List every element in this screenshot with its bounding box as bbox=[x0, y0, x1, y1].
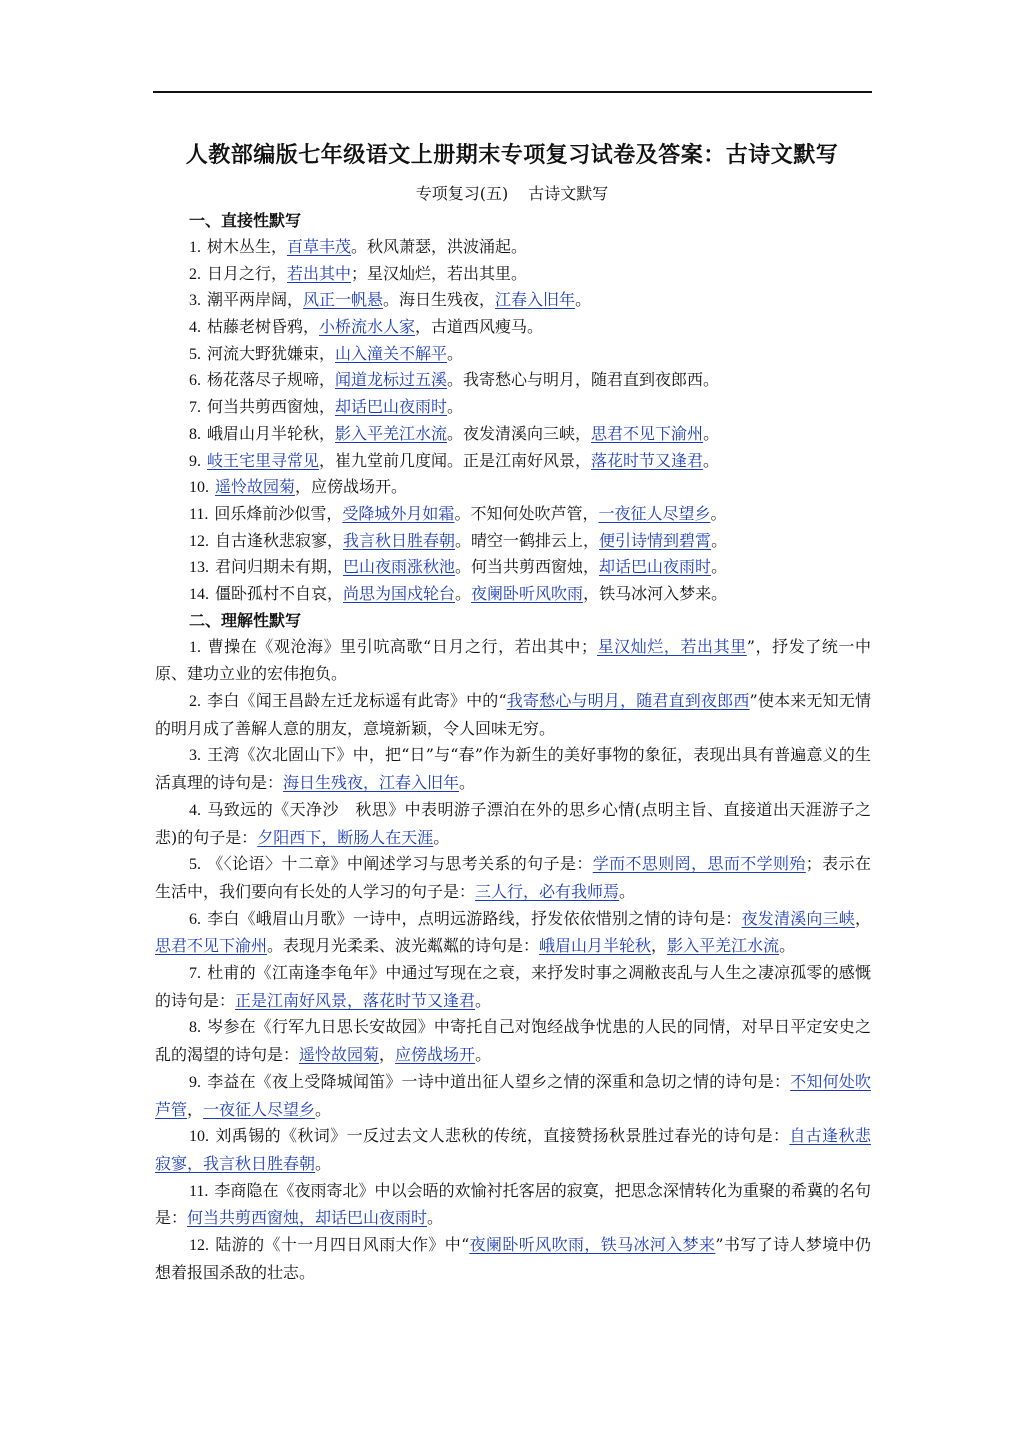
answer-text: 应傍战场开 bbox=[395, 1045, 476, 1065]
question-text: 日月之行， bbox=[207, 263, 288, 283]
question-number: 12. bbox=[189, 1237, 209, 1255]
question-item bbox=[155, 742, 871, 796]
question-text: ， bbox=[854, 908, 871, 928]
question-text: 王湾《次北固山下》中，把“日”与“春”作为新生的美好事物的象征，表现出具有普遍意义的生活真理的诗句是： bbox=[155, 745, 871, 793]
question-text: ，古道西风瘦马。 bbox=[415, 317, 544, 337]
answer-text: 自古逢秋悲寂寥，我言秋日胜春朝 bbox=[155, 1126, 871, 1173]
question-text: ，崔九堂前几度闻。正是江南好风景， bbox=[319, 450, 592, 470]
answer-text: 夜阑卧听风吹雨 bbox=[471, 583, 584, 603]
answer-text: 闻道龙标过五溪 bbox=[335, 370, 448, 390]
question-text: 。 bbox=[575, 290, 592, 310]
answer-text: 风正一帆悬 bbox=[303, 290, 384, 310]
question-number: 10. bbox=[189, 1128, 209, 1146]
question-text: 。 bbox=[711, 530, 728, 550]
question-text: 陆游的《十一月四日风雨大作》中“ bbox=[215, 1235, 470, 1255]
question-item bbox=[155, 474, 871, 501]
question-text: 。 bbox=[703, 450, 720, 470]
question-item bbox=[155, 851, 871, 905]
subtitle-left: 专项复习(五) bbox=[415, 184, 509, 203]
question-number: 11. bbox=[189, 505, 209, 523]
question-text: 李白《闻王昌龄左迁龙标遥有此寄》中的“ bbox=[207, 691, 507, 711]
answer-text: 夜阑卧听风吹雨，铁马冰河入梦来 bbox=[469, 1235, 716, 1255]
question-item bbox=[155, 554, 871, 581]
question-text: 。 bbox=[315, 1099, 332, 1119]
question-item bbox=[155, 421, 871, 448]
question-item bbox=[155, 1178, 871, 1232]
page-subtitle bbox=[0, 181, 1024, 204]
answer-text: 却话巴山夜雨时 bbox=[599, 557, 712, 577]
answer-text: 影入平羌江水流 bbox=[667, 936, 780, 956]
answer-text: 夕阳西下，断肠人在天涯 bbox=[257, 827, 434, 847]
question-number: 6. bbox=[189, 372, 201, 390]
answer-text: 星汉灿烂，若出其里 bbox=[597, 636, 747, 656]
question-text: 杨花落尽子规啼， bbox=[207, 370, 336, 390]
question-number: 2. bbox=[189, 693, 201, 711]
question-text: 曹操在《观沧海》里引吭高歌“日月之行，若出其中； bbox=[207, 636, 598, 656]
question-text: 。我寄愁心与明月，随君直到夜郎西。 bbox=[447, 370, 720, 390]
answer-text: 若出其中 bbox=[287, 263, 352, 283]
question-text: 回乐烽前沙似雪， bbox=[214, 503, 343, 523]
question-text: 。 bbox=[475, 1045, 492, 1065]
question-item bbox=[155, 341, 871, 368]
question-text: ”使本来无知无情的明月成了善解人意的朋友，意境新颖，令人回味无穷。 bbox=[155, 691, 871, 738]
question-item bbox=[155, 581, 871, 608]
question-text: 杜甫的《江南逢李龟年》中通过写现在之衰，来抒发时事之凋敝丧乱与人生之凄凉孤零的感慨的诗句是： bbox=[155, 963, 871, 1010]
answer-text: 不知何处吹芦管 bbox=[155, 1071, 871, 1119]
question-number: 1. bbox=[189, 638, 201, 656]
answer-text: 岐王宅里寻常见 bbox=[207, 450, 320, 470]
answer-text: 学而不思则罔，思而不学则殆 bbox=[592, 854, 806, 874]
question-item bbox=[155, 1232, 871, 1286]
question-number: 7. bbox=[189, 965, 201, 983]
question-item bbox=[155, 234, 871, 261]
question-text: 李商隐在《夜雨寄北》中以会晤的欢愉衬托客居的寂寞，把思念深情转化为重聚的希冀的名句是： bbox=[155, 1180, 871, 1228]
answer-text: 我寄愁心与明月，随君直到夜郎西 bbox=[506, 691, 750, 711]
question-number: 5. bbox=[189, 345, 201, 363]
question-number: 4. bbox=[189, 319, 201, 337]
answer-text: 一夜征人尽望乡 bbox=[598, 503, 711, 523]
question-number: 5. bbox=[189, 856, 201, 874]
question-text: ”，抒发了统一中原、建功立业的宏伟抱负。 bbox=[155, 636, 871, 684]
answer-text: 夜发清溪向三峡 bbox=[741, 908, 855, 928]
question-item bbox=[155, 367, 871, 394]
question-text: 刘禹锡的《秋词》一反过去文人悲秋的传统，直接赞扬秋景胜过春光的诗句是： bbox=[215, 1126, 790, 1146]
question-text: 。 bbox=[433, 827, 450, 847]
question-text: 。夜发清溪向三峡， bbox=[447, 423, 592, 443]
question-item bbox=[155, 287, 871, 314]
answer-text: 遥怜故园菊 bbox=[299, 1045, 380, 1065]
answer-text: 山入潼关不解平 bbox=[335, 343, 448, 363]
question-number: 4. bbox=[189, 801, 201, 819]
question-item bbox=[155, 960, 871, 1014]
question-number: 1. bbox=[189, 239, 201, 256]
question-text: 。 bbox=[315, 1153, 332, 1173]
question-text: 。 bbox=[475, 990, 492, 1010]
question-text: 。海日生残夜， bbox=[383, 290, 496, 310]
question-text: ，应傍战场开。 bbox=[295, 477, 408, 497]
question-item bbox=[155, 528, 871, 555]
question-text: 树木丛生， bbox=[207, 237, 288, 256]
question-number: 14. bbox=[189, 585, 209, 603]
question-item bbox=[155, 448, 871, 475]
question-text: 自古逢秋悲寂寥， bbox=[215, 530, 344, 550]
question-text: 。 bbox=[619, 881, 636, 901]
question-text: 。 bbox=[703, 423, 720, 443]
answer-text: 思君不见下渝州 bbox=[591, 423, 704, 443]
question-text: 。秋风萧瑟，洪波涌起。 bbox=[351, 237, 528, 256]
question-text: 。何当共剪西窗烛， bbox=[455, 557, 600, 577]
question-item bbox=[155, 634, 871, 688]
question-number: 3. bbox=[189, 292, 201, 310]
question-text: 李益在《夜上受降城闻笛》一诗中道出征人望乡之情的深重和急切之情的诗句是： bbox=[207, 1071, 791, 1091]
answer-text: 尚思为国戍轮台 bbox=[343, 583, 456, 603]
answer-text: 小桥流水人家 bbox=[319, 317, 416, 337]
answer-text: 便引诗情到碧霄 bbox=[599, 530, 712, 550]
direct-recall-list bbox=[155, 234, 871, 608]
answer-text: 正是江南好风景，落花时节又逢君 bbox=[235, 990, 476, 1010]
question-number: 6. bbox=[189, 910, 201, 928]
question-item bbox=[155, 906, 871, 960]
question-number: 9. bbox=[189, 1073, 201, 1091]
question-item bbox=[155, 501, 871, 528]
question-text: 僵卧孤村不自哀， bbox=[215, 583, 344, 603]
question-text: 《〈论语〉十二章》中阐述学习与思考关系的句子是： bbox=[207, 854, 593, 874]
answer-text: 峨眉山月半轮秋 bbox=[539, 936, 652, 956]
question-text: 枯藤老树昏鸦， bbox=[207, 317, 320, 337]
question-item bbox=[155, 797, 871, 851]
answer-text: 一夜征人尽望乡 bbox=[203, 1099, 316, 1119]
answer-text: 遥怜故园菊 bbox=[215, 477, 296, 497]
question-item bbox=[155, 261, 871, 288]
question-text: 。 bbox=[427, 1208, 444, 1228]
question-text: 岑参在《行军九日思长安故园》中寄托自己对饱经战争忧患的人民的同情，对早日平定安史之乱的渴望的诗句是： bbox=[155, 1017, 871, 1065]
question-text: 河流大野犹嫌束， bbox=[207, 343, 336, 363]
question-text: ；星汉灿烂，若出其里。 bbox=[351, 263, 528, 283]
section-heading-direct: 一、直接性默写 bbox=[189, 211, 302, 230]
question-number: 8. bbox=[189, 425, 201, 443]
question-number: 12. bbox=[189, 532, 209, 550]
question-text: 。 bbox=[447, 397, 464, 417]
answer-text: 我言秋日胜春朝 bbox=[343, 530, 456, 550]
answer-text: 受降城外月如霜 bbox=[342, 503, 455, 523]
section-heading-comprehension: 二、理解性默写 bbox=[189, 610, 302, 630]
question-text: ， bbox=[651, 936, 668, 956]
question-text: 。不知何处吹芦管， bbox=[454, 503, 599, 523]
question-text: 马致远的《天净沙 秋思》中表明游子漂泊在外的思乡心情(点明主旨、直接道出天涯游子之悲)的句子是： bbox=[155, 799, 871, 847]
question-text: 潮平两岸阔， bbox=[207, 290, 304, 310]
question-number: 7. bbox=[189, 399, 201, 417]
question-text: 。表现月光柔柔、波光粼粼的诗句是： bbox=[267, 936, 540, 956]
answer-text: 巴山夜雨涨秋池 bbox=[343, 557, 456, 577]
answer-text: 却话巴山夜雨时 bbox=[335, 397, 448, 417]
question-text: 。晴空一鹤排云上， bbox=[455, 530, 600, 550]
comprehension-recall-list bbox=[155, 634, 871, 1287]
subtitle-right: 古诗文默写 bbox=[528, 184, 609, 203]
question-number: 9. bbox=[189, 452, 201, 470]
answer-text: 三人行，必有我师焉 bbox=[475, 881, 620, 901]
question-item bbox=[155, 1123, 871, 1177]
page-title: 人教部编版七年级语文上册期末专项复习试卷及答案：古诗文默写 bbox=[185, 142, 839, 168]
question-number: 2. bbox=[189, 265, 201, 283]
question-text: ；表示在生活中，我们要向有长处的人学习的句子是： bbox=[155, 854, 871, 901]
question-number: 13. bbox=[189, 559, 209, 577]
question-text: 君问归期未有期， bbox=[215, 557, 344, 577]
question-text: 。 bbox=[779, 936, 796, 956]
question-text: 。 bbox=[711, 557, 728, 577]
question-number: 11. bbox=[189, 1182, 209, 1200]
question-number: 8. bbox=[189, 1019, 201, 1037]
question-text: ，铁马冰河入梦来。 bbox=[583, 583, 728, 603]
question-text: ”书写了诗人梦境中仍想着报国杀敌的壮志。 bbox=[155, 1235, 871, 1282]
answer-text: 何当共剪西窗烛，却话巴山夜雨时 bbox=[187, 1208, 428, 1228]
question-text: 。 bbox=[447, 343, 464, 363]
question-number: 3. bbox=[189, 747, 201, 765]
question-item bbox=[155, 394, 871, 421]
answer-text: 海日生残夜，江春入旧年 bbox=[283, 773, 460, 793]
question-item bbox=[155, 688, 871, 742]
question-text: ， bbox=[379, 1045, 396, 1065]
answer-text: 江春入旧年 bbox=[495, 290, 576, 310]
answer-text: 思君不见下渝州 bbox=[155, 936, 268, 956]
worksheet-body bbox=[155, 208, 871, 1287]
question-text: 。 bbox=[710, 503, 727, 523]
question-text: 。 bbox=[455, 583, 472, 603]
question-item bbox=[155, 1069, 871, 1123]
question-text: 峨眉山月半轮秋， bbox=[207, 423, 336, 443]
question-text: 。 bbox=[459, 773, 476, 793]
question-text: 李白《峨眉山月歌》一诗中，点明远游路线，抒发依依惜别之情的诗句是： bbox=[207, 908, 742, 928]
answer-text: 影入平羌江水流 bbox=[335, 423, 448, 443]
question-number: 10. bbox=[189, 479, 209, 497]
question-item bbox=[155, 314, 871, 341]
question-text: ， bbox=[187, 1099, 204, 1119]
question-text: 何当共剪西窗烛， bbox=[207, 397, 336, 417]
answer-text: 百草丰茂 bbox=[287, 237, 352, 256]
top-rule bbox=[153, 91, 872, 93]
answer-text: 落花时节又逢君 bbox=[591, 450, 704, 470]
question-item bbox=[155, 1014, 871, 1068]
